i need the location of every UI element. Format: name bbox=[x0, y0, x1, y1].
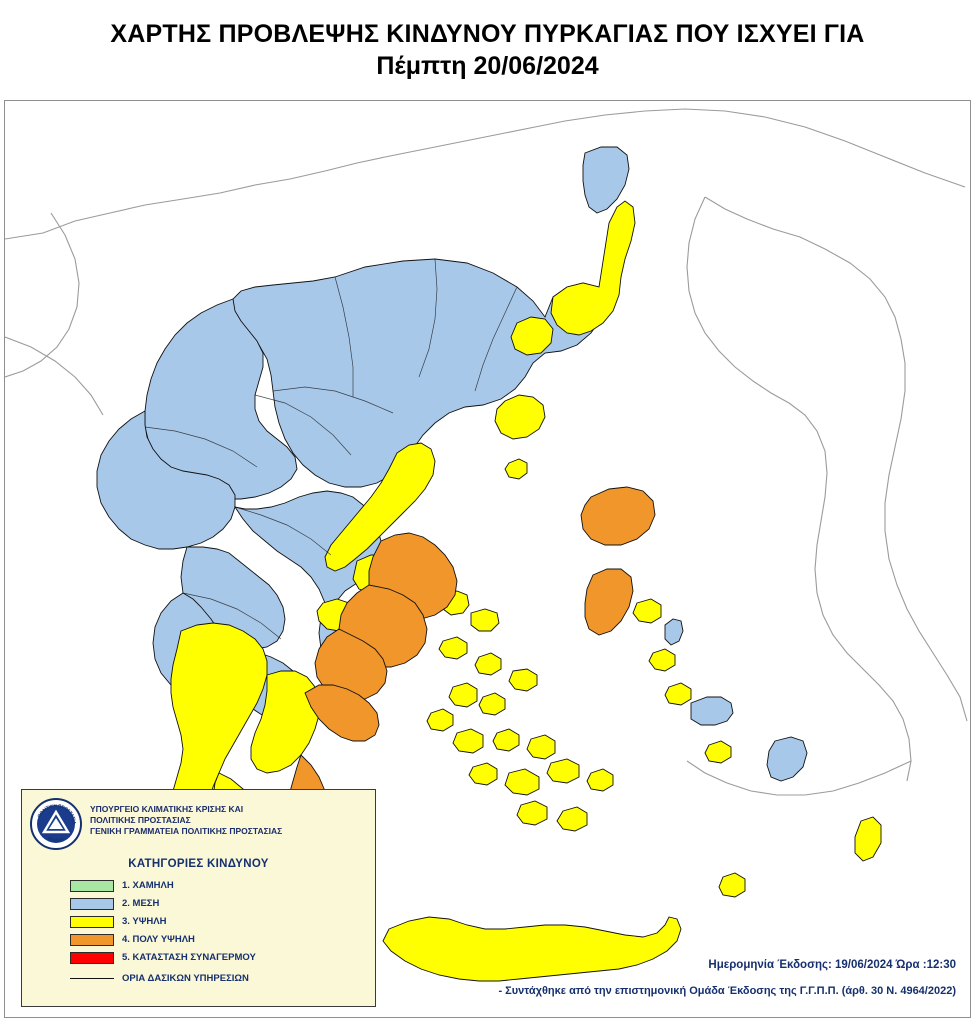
legend-label-boundary: ΟΡΙΑ ΔΑΣΙΚΩΝ ΥΠΗΡΕΣΙΩΝ bbox=[122, 973, 249, 984]
legend-swatch-alert bbox=[70, 952, 114, 964]
ministry-line-3: ΓΕΝΙΚΗ ΓΡΑΜΜΑΤΕΙΑ ΠΟΛΙΤΙΚΗΣ ΠΡΟΣΤΑΣΙΑΣ bbox=[90, 826, 283, 836]
legend-swatch-medium bbox=[70, 898, 114, 910]
legend-label-medium: 2. ΜΕΣΗ bbox=[122, 898, 160, 909]
svg-text:ΠΟΛΙΤΙΚΗ ΠΡΟΣΤΑΣΙΑ: ΠΟΛΙΤΙΚΗ ΠΡΟΣΤΑΣΙΑ bbox=[36, 802, 78, 825]
ministry-line-1: ΥΠΟΥΡΓΕΙΟ ΚΛΙΜΑΤΙΚΗΣ ΚΡΙΣΗΣ ΚΑΙ bbox=[90, 804, 244, 814]
ministry-line-2: ΠΟΛΙΤΙΚΗΣ ΠΡΟΣΤΑΣΙΑΣ bbox=[90, 815, 191, 825]
ministry-text bbox=[90, 798, 282, 837]
title-line-2: Πέμπτη 20/06/2024 bbox=[376, 52, 599, 80]
map-frame bbox=[4, 100, 971, 1018]
legend-items bbox=[70, 878, 375, 965]
legend-boundary-row bbox=[70, 973, 375, 984]
legend-item-4 bbox=[70, 932, 375, 947]
legend-title: ΚΑΤΗΓΟΡΙΕΣ ΚΙΝΔΥΝΟΥ bbox=[128, 858, 269, 870]
boundary-line-sample-icon bbox=[70, 978, 114, 979]
legend-item-3 bbox=[70, 914, 375, 929]
legend-item-1 bbox=[70, 878, 375, 893]
legend-label-low: 1. ΧΑΜΗΛΗ bbox=[122, 880, 174, 891]
legend-header bbox=[22, 790, 375, 850]
legend-label-alert: 5. ΚΑΤΑΣΤΑΣΗ ΣΥΝΑΓΕΡΜΟΥ bbox=[122, 952, 256, 963]
legend-swatch-very-high bbox=[70, 934, 114, 946]
legend-box bbox=[21, 789, 376, 1007]
legend-swatch-high bbox=[70, 916, 114, 928]
title-line-1: ΧΑΡΤΗΣ ΠΡΟΒΛΕΨΗΣ ΚΙΝΔΥΝΟΥ ΠΥΡΚΑΓΙΑΣ ΠΟΥ ΙΣΧΥΕΙ ΓΙΑ bbox=[110, 20, 865, 48]
legend-label-high: 3. ΥΨΗΛΗ bbox=[122, 916, 167, 927]
source-note-line: - Συντάχθηκε από την επιστημονική Ομάδα Έκδοσης της Γ.Γ.Π.Π. (άρθ. 30 Ν. 4964/2022) bbox=[498, 985, 956, 997]
page-title bbox=[0, 18, 975, 82]
issue-date-line: Ημερομηνία Έκδοσης: 19/06/2024 Ώρα :12:30 bbox=[708, 959, 956, 971]
legend-item-5 bbox=[70, 950, 375, 965]
legend-swatch-low bbox=[70, 880, 114, 892]
legend-item-2 bbox=[70, 896, 375, 911]
svg-text:ΕΛΛΑΔΑ: ΕΛΛΑΔΑ bbox=[46, 835, 65, 844]
legend-label-very-high: 4. ΠΟΛΥ ΥΨΗΛΗ bbox=[122, 934, 195, 945]
civil-protection-logo-icon bbox=[30, 798, 82, 850]
